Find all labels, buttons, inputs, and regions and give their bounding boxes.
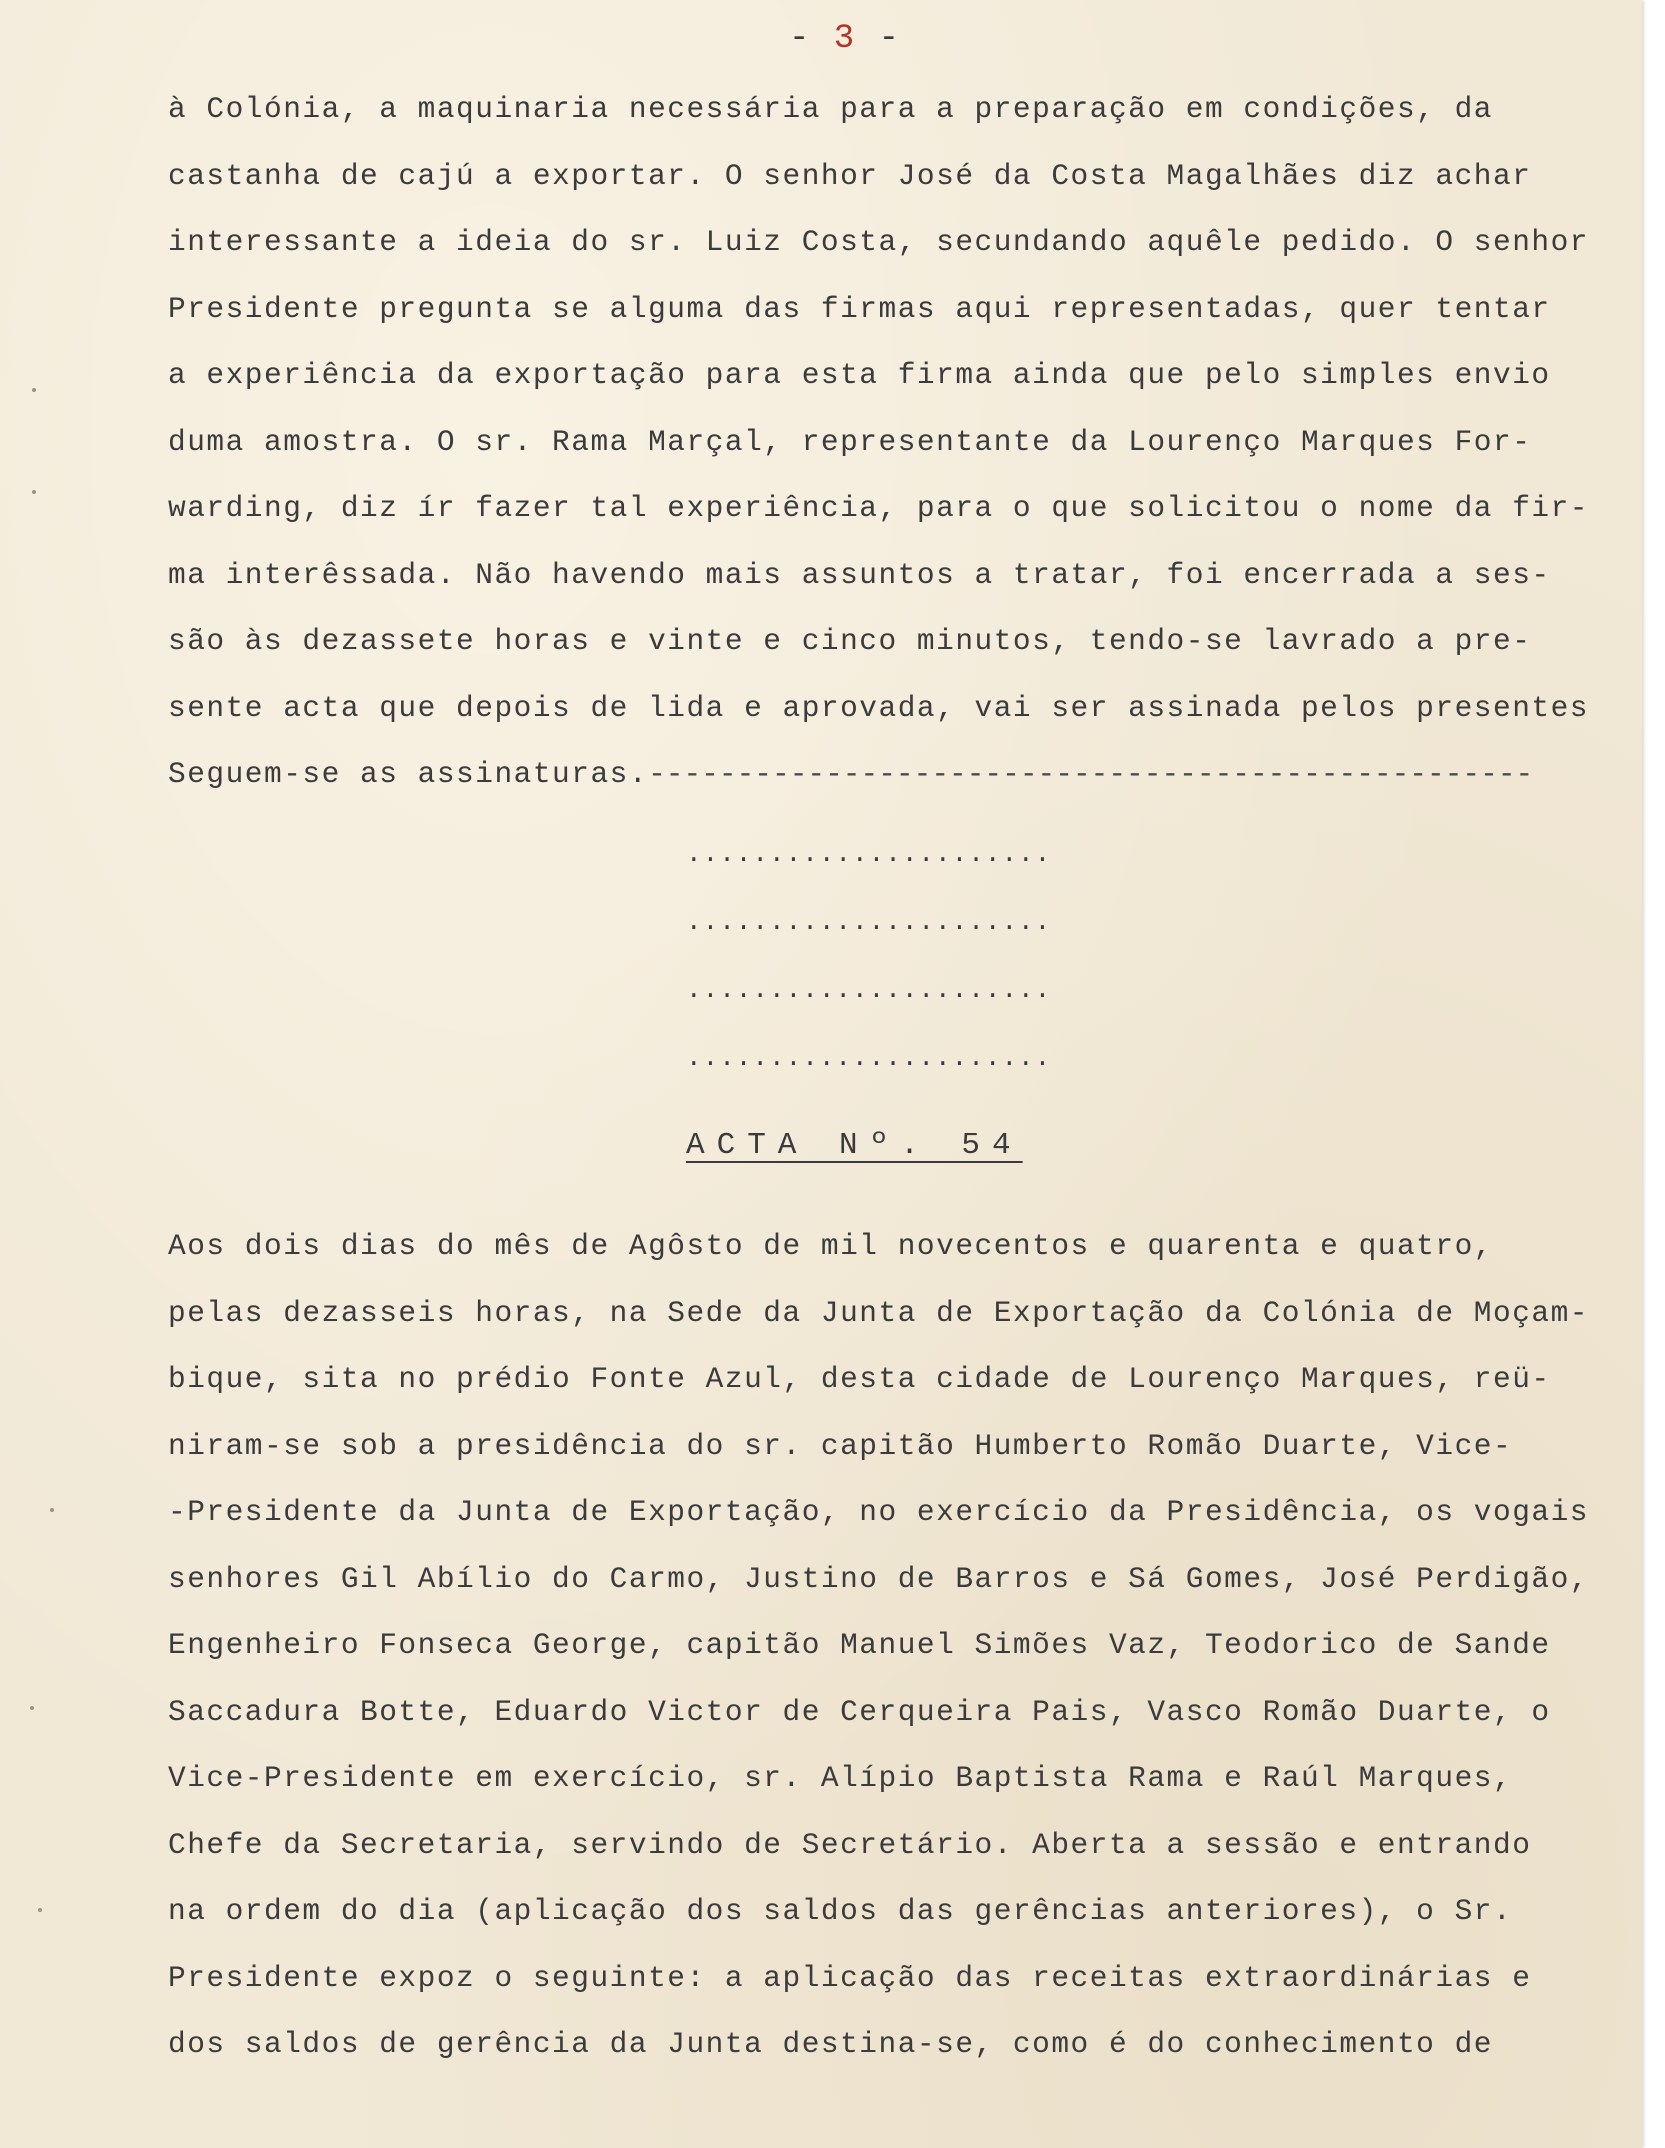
page-number [0, 20, 1665, 58]
page-number-right-dash: - [878, 20, 902, 58]
text-line: duma amostra. O sr. Rama Marçal, representante da Lourenço Marques For- [168, 424, 1532, 459]
text-line: Saccadura Botte, Eduardo Victor de Cerqueira Pais, Vasco Romão Duarte, o [168, 1694, 1551, 1729]
text-line: à Colónia, a maquinaria necessária para a preparação em condições, da [168, 92, 1493, 126]
page-number-left-dash: - [788, 20, 812, 58]
closing-text: Seguem-se as assinaturas. [168, 757, 649, 791]
signature-lines [686, 820, 1166, 1092]
acta-54-paragraph [168, 1213, 1648, 2078]
text-line: dos saldos de gerência da Junta destina-se, como é do conhecimento de [168, 2027, 1493, 2061]
binding-hole-mark [30, 1706, 34, 1710]
text-line: são às dezassete horas e vinte e cinco minutos, tendo-se lavrado a pre- [168, 624, 1532, 658]
text-line: ma interêssada. Não havendo mais assuntos a tratar, foi encerrada a ses- [168, 557, 1551, 592]
acta-heading: ACTA Nº. 54 [686, 1128, 1023, 1163]
text-line: interessante a ideia do sr. Luiz Costa, secundando aquêle pedido. O senhor [168, 225, 1590, 259]
binding-hole-mark [38, 1908, 42, 1912]
closing-dashes: -------------------------------------------------- [648, 757, 1534, 791]
text-line: bique, sita no prédio Fonte Azul, desta cidade de Lourenço Marques, reü- [168, 1362, 1551, 1396]
signature-line: ...................... [686, 1043, 1052, 1073]
signature-line: ...................... [686, 907, 1052, 937]
text-line: na ordem do dia (aplicação dos saldos das gerências anteriores), o Sr. [168, 1894, 1513, 1928]
text-line: warding, diz ír fazer tal experiência, para o que solicitou o nome da fir- [168, 491, 1590, 525]
binding-hole-mark [32, 388, 36, 392]
text-line: Chefe da Secretaria, servindo de Secretário. Aberta a sessão e entrando [168, 1827, 1532, 1862]
text-line: sente acta que depois de lida e aprovada, vai ser assinada pelos presentes [168, 690, 1590, 725]
closing-line [168, 741, 1648, 808]
text-line: castanha de cajú a exportar. O senhor José da Costa Magalhães diz achar [168, 158, 1532, 193]
signature-line: ...................... [686, 975, 1052, 1005]
text-line: a experiência da exportação para esta firma ainda que pelo simples envio [168, 358, 1551, 392]
binding-hole-mark [50, 1508, 54, 1512]
text-line: Aos dois dias do mês de Agôsto de mil novecentos e quarenta e quatro, [168, 1229, 1493, 1263]
text-line: -Presidente da Junta de Exportação, no exercício da Presidência, os vogais [168, 1495, 1590, 1529]
page-number-value: 3 [833, 20, 857, 58]
text-line: Presidente pregunta se alguma das firmas aqui representadas, quer tentar [168, 291, 1551, 326]
text-line: senhores Gil Abílio do Carmo, Justino de Barros e Sá Gomes, José Perdigão, [168, 1561, 1590, 1596]
text-line: niram-se sob a presidência do sr. capitão Humberto Romão Duarte, Vice- [168, 1428, 1513, 1463]
binding-hole-mark [32, 490, 36, 494]
minutes-continuation-paragraph [168, 76, 1648, 808]
text-line: Vice-Presidente em exercício, sr. Alípio Baptista Rama e Raúl Marques, [168, 1761, 1513, 1795]
text-line: pelas dezasseis horas, na Sede da Junta de Exportação da Colónia de Moçam- [168, 1295, 1590, 1330]
signature-line: ...................... [686, 839, 1052, 869]
text-line: Engenheiro Fonseca George, capitão Manuel Simões Vaz, Teodorico de Sande [168, 1628, 1551, 1662]
text-line: Presidente expoz o seguinte: a aplicação das receitas extraordinárias e [168, 1960, 1532, 1995]
